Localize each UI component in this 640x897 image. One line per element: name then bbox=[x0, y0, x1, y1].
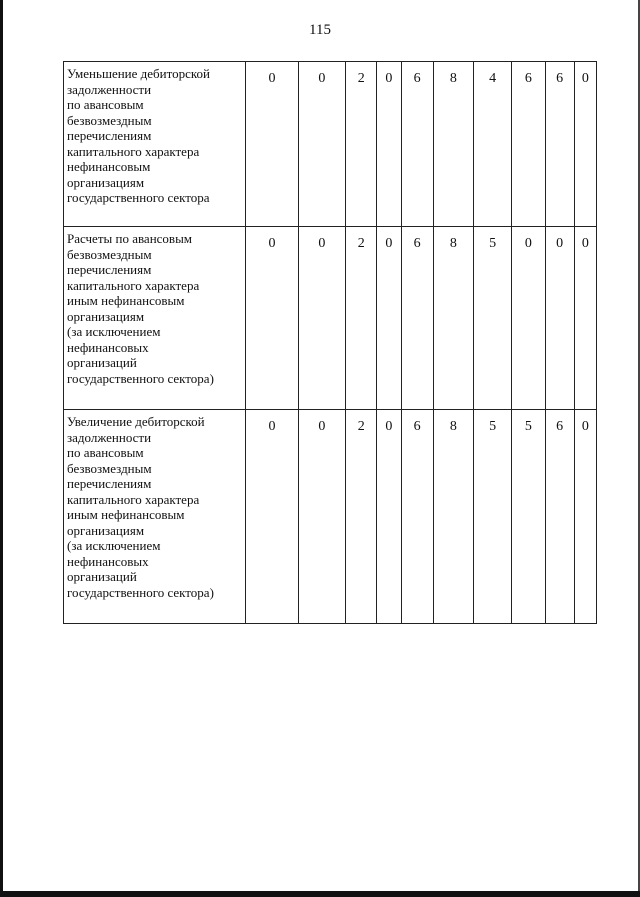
description-line: организаций bbox=[67, 355, 137, 370]
table-row bbox=[64, 227, 597, 410]
code-digit-cell: 5 bbox=[474, 227, 512, 410]
code-digit-cell: 0 bbox=[377, 62, 401, 227]
code-digit-cell: 0 bbox=[298, 227, 345, 410]
code-digit-cell: 0 bbox=[298, 410, 345, 624]
budget-classification-table bbox=[63, 61, 597, 624]
description-line: (за исключением bbox=[67, 538, 161, 553]
code-digit-cell: 6 bbox=[401, 227, 433, 410]
code-digit-cell: 6 bbox=[545, 62, 574, 227]
code-digit-cell: 0 bbox=[246, 227, 298, 410]
code-digit-cell: 0 bbox=[574, 62, 596, 227]
code-digit-cell: 8 bbox=[433, 410, 473, 624]
table-body bbox=[64, 62, 597, 624]
code-digit-cell: 0 bbox=[298, 62, 345, 227]
description-line: перечислениям bbox=[67, 476, 152, 491]
code-digit-cell: 0 bbox=[377, 227, 401, 410]
description-line: организациям bbox=[67, 174, 145, 190]
description-line: задолженности bbox=[67, 429, 152, 445]
description-line: Увеличение дебиторской bbox=[67, 414, 205, 429]
description-line: Расчеты по авансовым bbox=[67, 231, 193, 246]
code-digit-cell: 2 bbox=[346, 410, 377, 624]
table-row bbox=[64, 410, 597, 624]
table-row bbox=[64, 62, 597, 227]
description-line: (за исключением bbox=[67, 324, 161, 339]
description-line: безвозмездным bbox=[67, 112, 152, 128]
code-digit-cell: 0 bbox=[377, 410, 401, 624]
code-digit-cell: 0 bbox=[574, 410, 596, 624]
code-digit-cell: 6 bbox=[401, 62, 433, 227]
description-line: безвозмездным bbox=[67, 246, 152, 262]
description-line: иным нефинансовым bbox=[67, 507, 185, 522]
description-line: государственного сектора bbox=[67, 190, 210, 205]
scan-edge-left bbox=[0, 0, 3, 897]
description-line: государственного сектора) bbox=[67, 370, 214, 386]
code-digit-cell: 8 bbox=[433, 62, 473, 227]
code-digit-cell: 0 bbox=[574, 227, 596, 410]
code-digit-cell: 2 bbox=[346, 62, 377, 227]
code-digit-cell: 6 bbox=[512, 62, 545, 227]
description-line: нефинансовым bbox=[67, 159, 151, 174]
description-line: задолженности bbox=[67, 81, 152, 97]
code-digit-cell: 6 bbox=[401, 410, 433, 624]
row-description-cell bbox=[64, 227, 246, 410]
description-line: государственного сектора) bbox=[67, 584, 214, 600]
description-line: нефинансовых bbox=[67, 339, 149, 355]
scan-edge-bottom bbox=[0, 891, 640, 897]
code-digit-cell: 0 bbox=[545, 227, 574, 410]
code-digit-cell: 0 bbox=[246, 410, 298, 624]
code-digit-cell: 0 bbox=[512, 227, 545, 410]
description-line: капитального характера bbox=[67, 143, 200, 159]
description-line: иным нефинансовым bbox=[67, 293, 185, 308]
description-line: Уменьшение дебиторской bbox=[67, 66, 211, 81]
code-digit-cell: 4 bbox=[474, 62, 512, 227]
code-digit-cell: 5 bbox=[474, 410, 512, 624]
description-line: перечислениям bbox=[67, 262, 152, 277]
code-digit-cell: 5 bbox=[512, 410, 545, 624]
description-line: по авансовым bbox=[67, 445, 144, 460]
row-description-cell bbox=[64, 62, 246, 227]
description-line: нефинансовых bbox=[67, 553, 149, 569]
description-line: капитального характера bbox=[67, 277, 200, 293]
code-digit-cell: 8 bbox=[433, 227, 473, 410]
description-line: организаций bbox=[67, 569, 137, 584]
description-line: организациям bbox=[67, 308, 145, 324]
code-digit-cell: 0 bbox=[246, 62, 298, 227]
description-line: перечислениям bbox=[67, 128, 152, 143]
row-description-cell bbox=[64, 410, 246, 624]
description-line: капитального характера bbox=[67, 491, 200, 507]
page-number: 115 bbox=[309, 22, 331, 38]
description-line: безвозмездным bbox=[67, 460, 152, 476]
code-digit-cell: 2 bbox=[346, 227, 377, 410]
description-line: организациям bbox=[67, 522, 145, 538]
description-line: по авансовым bbox=[67, 97, 144, 112]
code-digit-cell: 6 bbox=[545, 410, 574, 624]
